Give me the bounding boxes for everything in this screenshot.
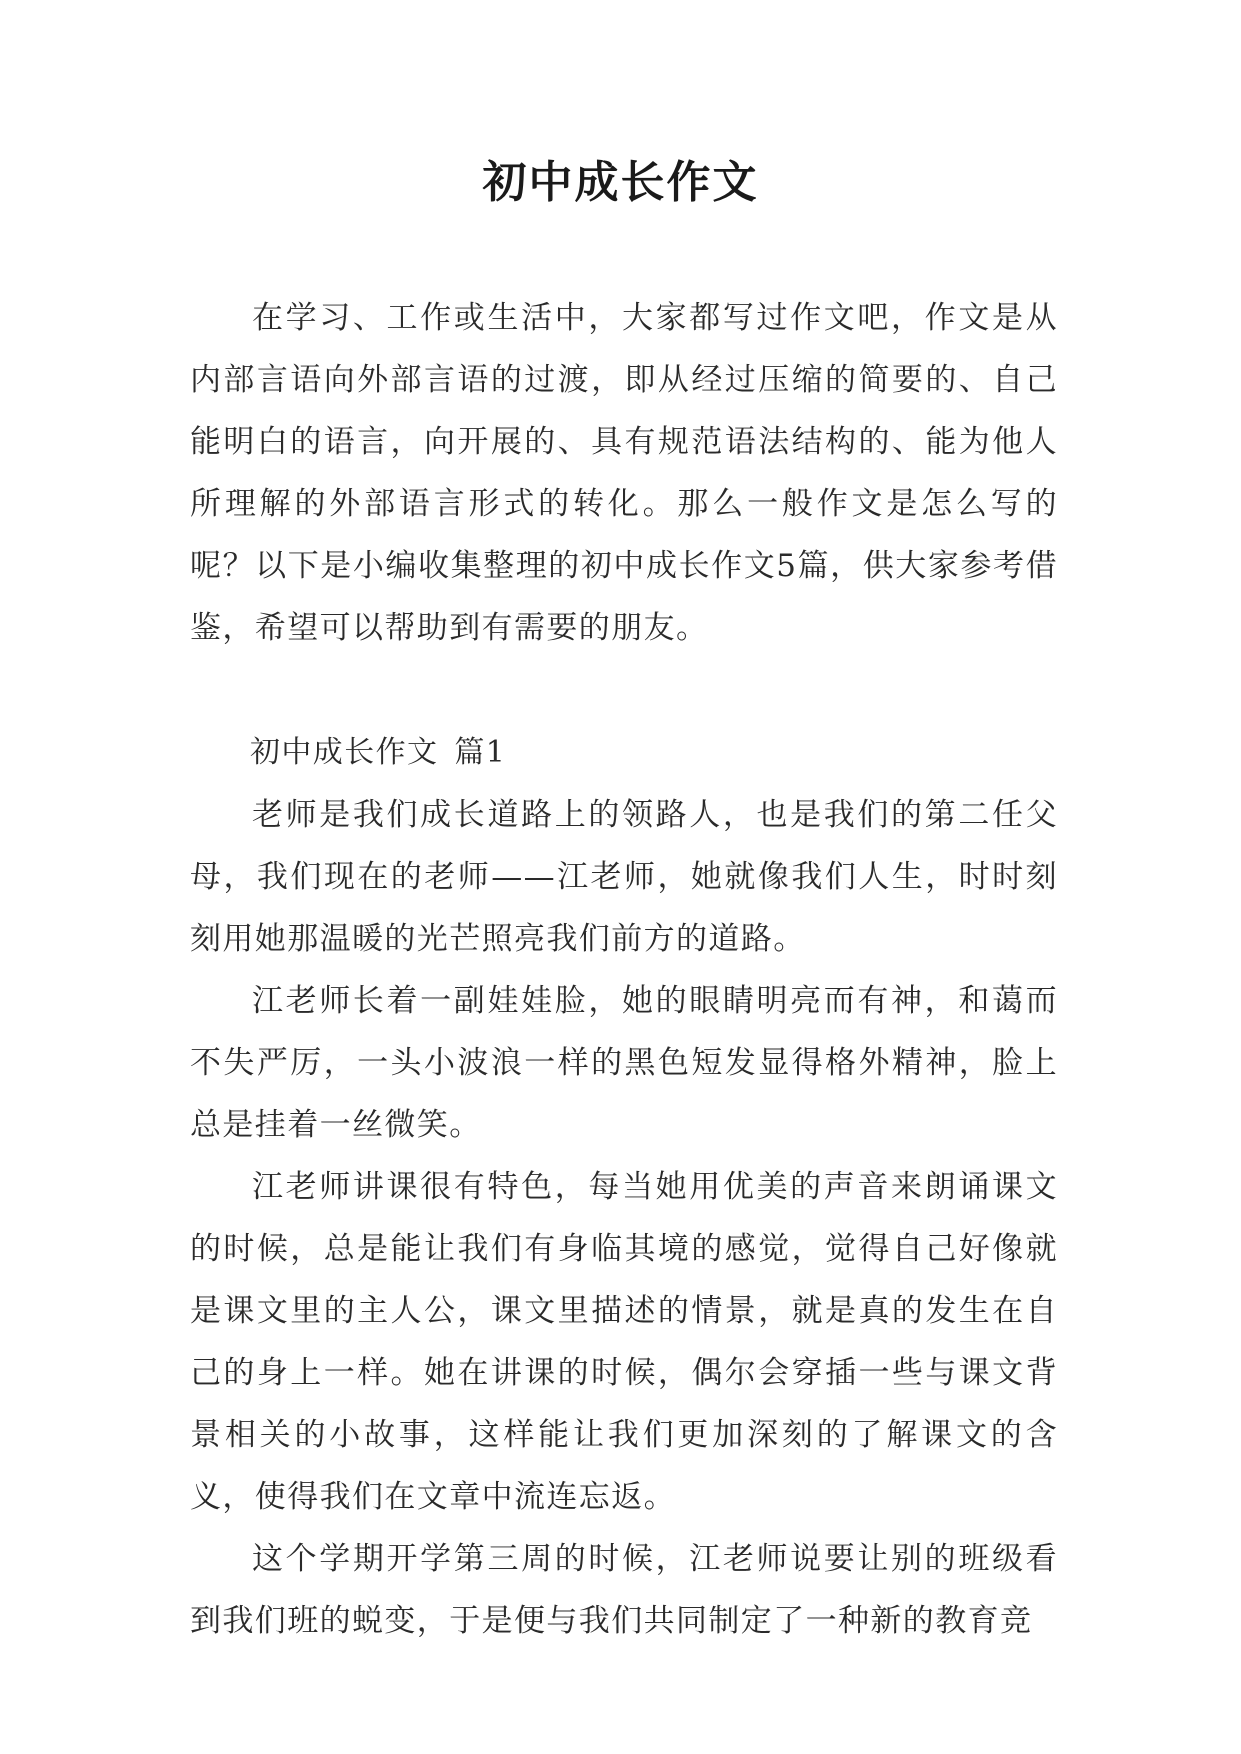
body-paragraph: 这个学期开学第三周的时候，江老师说要让别的班级看到我们班的蜕变，于是便与我们共同制定了一种新的教育竞 [190,1541,1058,1639]
body-paragraph: 江老师讲课很有特色，每当她用优美的声音来朗诵课文的时候，总是能让我们有身临其境的感觉，觉得自己好像就是课文里的主人公，课文里描述的情景，就是真的发生在自己的身上一样。她在讲课的时候，偶尔会穿插一些与课文背景相关的小故事，这样能让我们更加深刻的了解课文的含义，使得我们在文章中流连忘返。 [190,1169,1058,1515]
body-paragraph: 江老师长着一副娃娃脸，她的眼睛明亮而有神，和蔼而不失严厉，一头小波浪一样的黑色短发显得格外精神，脸上总是挂着一丝微笑。 [190,983,1058,1143]
document-title: 初中成长作文 [482,157,759,208]
intro-paragraph: 在学习、工作或生活中，大家都写过作文吧，作文是从内部言语向外部言语的过渡，即从经过压缩的简要的、自己能明白的语言，向开展的、具有规范语法结构的、能为他人所理解的外部语言形式的转化。那么一般作文是怎么写的呢？以下是小编收集整理的初中成长作文5篇，供大家参考借鉴，希望可以帮助到有需要的朋友。 [190,300,1058,646]
section-heading [190,722,1058,784]
section-heading-label: 篇1 [454,735,507,770]
document-body [190,287,1058,1652]
section-heading-title: 初中成长作文 [250,735,439,770]
body-paragraph: 老师是我们成长道路上的领路人，也是我们的第二任父母，我们现在的老师——江老师，她就像我们人生，时时刻刻用她那温暖的光芒照亮我们前方的道路。 [190,797,1058,957]
